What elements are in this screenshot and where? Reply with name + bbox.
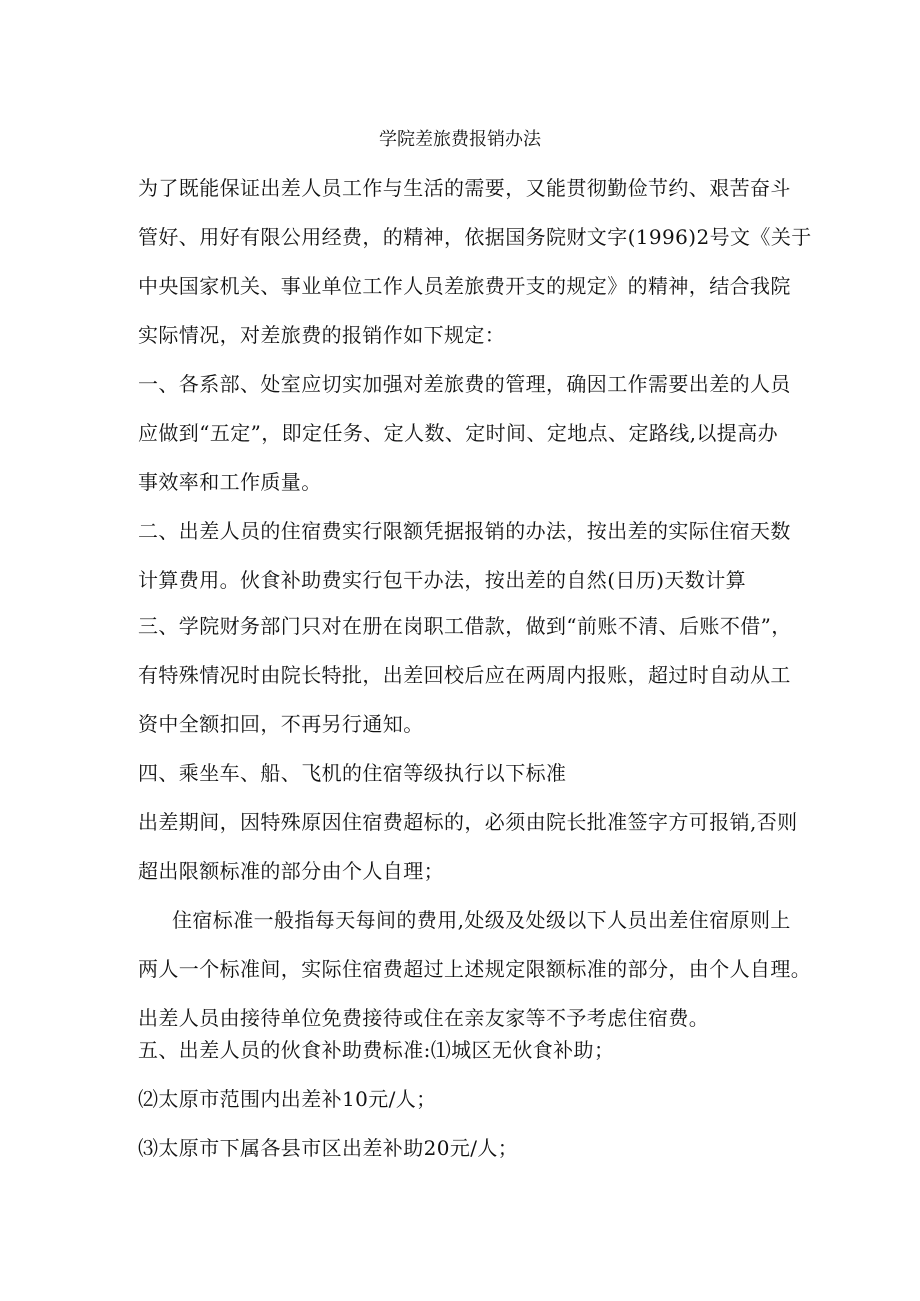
paragraph-line: 有特殊情况时由院长特批，出差回校后应在两周内报账，超过时自动从工 [138,663,791,687]
paragraph-line: 两人一个标准间，实际住宿费超过上述规定限额标准的部分，由个人自理。 [138,957,812,981]
paragraph-line: 五、出差人员的伙食补助费标准:⑴城区无伙食补助； [138,1038,615,1062]
document-title: 学院差旅费报销办法 [379,129,541,150]
paragraph-line: ⑶太原市下属各县市区出差补助20元/人； [138,1136,519,1160]
paragraph-line: 事效率和工作质量。 [138,470,322,494]
paragraph-line: 出差期间，因特殊原因住宿费超标的，必须由院长批准签字方可报销,否则 [138,810,798,834]
paragraph-line: 二、出差人员的住宿费实行限额凭据报销的办法，按出差的实际住宿天数 [138,519,791,543]
paragraph-line: 三、学院财务部门只对在册在岗职工借款，做到“前账不清、后账不借”， [138,614,792,638]
paragraph-line: 应做到“五定”，即定任务、定人数、定时间、定地点、定路线,以提高办 [138,421,779,445]
paragraph-line: 资中全额扣回，不再另行通知。 [138,712,424,736]
paragraph-line: 中央国家机关、事业单位工作人员差旅费开支的规定》的精神，结合我院 [138,274,791,298]
paragraph-line: 四、乘坐车、船、飞机的住宿等级执行以下标准 [138,761,567,785]
paragraph-line: ⑵太原市范围内出差补10元/人； [138,1087,437,1111]
paragraph-line: 计算费用。伙食补助费实行包干办法，按出差的自然(日历)天数计算 [138,568,747,592]
paragraph-line: 管好、用好有限公用经费，的精神，依据国务院财文字(1996)2号文《关于 [138,225,812,249]
paragraph-line: 为了既能保证出差人员工作与生活的需要，又能贯彻勤俭节约、艰苦奋斗 [138,176,791,200]
paragraph-line: 出差人员由接待单位免费接待或住在亲友家等不予考虑住宿费。 [138,1006,710,1030]
paragraph-line: 实际情况，对差旅费的报销作如下规定： [138,323,506,347]
paragraph-line: 住宿标准一般指每天每间的费用,处级及处级以下人员出差住宿原则上 [172,908,791,932]
paragraph-line: 一、各系部、处室应切实加强对差旅费的管理，确因工作需要出差的人员 [138,372,791,396]
paragraph-line: 超出限额标准的部分由个人自理； [138,859,444,883]
